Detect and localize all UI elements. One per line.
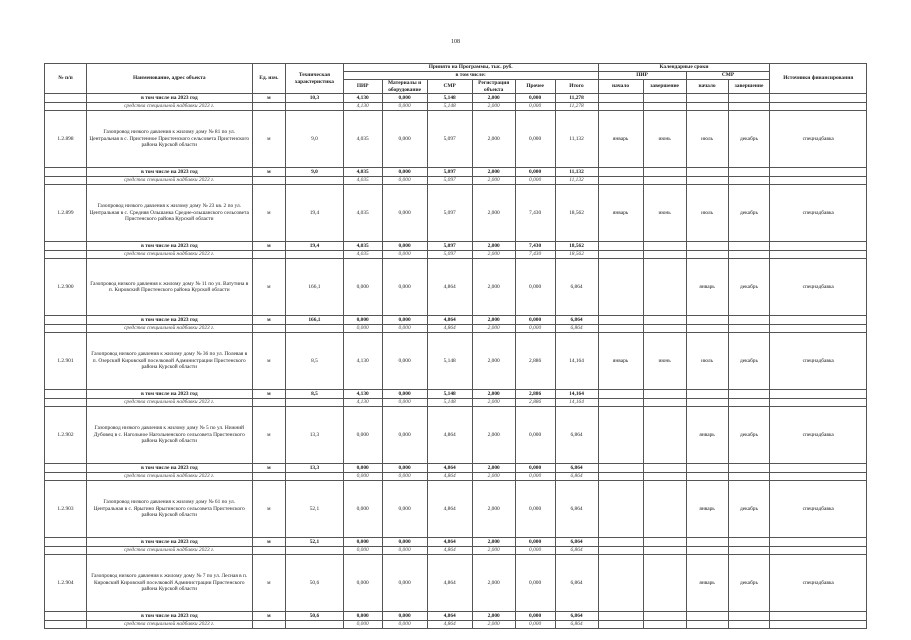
- total-row: [45, 612, 867, 621]
- item-smr: 4,864: [427, 407, 472, 464]
- total-itogo: 11,278: [555, 94, 598, 103]
- special-registration: 2,000: [472, 250, 515, 259]
- total-pir: 4,130: [343, 94, 382, 103]
- item-tech: 9,0: [286, 111, 344, 168]
- total-registration: 2,000: [472, 168, 515, 177]
- header-cal-smr: СМР: [686, 72, 770, 80]
- item-unit: м: [252, 333, 286, 390]
- item-registration: 2,000: [472, 555, 515, 612]
- item-name: Газопровод низкого давления к жилому дому № 81 по ул. Центральная в с. Пристенное Пристенского сельсовета Пристенского района Курской области: [86, 111, 252, 168]
- item-itogo: 6,864: [555, 555, 598, 612]
- total-smr: 5,148: [427, 94, 472, 103]
- item-pir-end: июнь: [643, 185, 686, 242]
- item-registration: 2,000: [472, 185, 515, 242]
- special-registration: 2,000: [472, 546, 515, 555]
- total-tech: 52,1: [286, 538, 344, 547]
- item-smr-start: январь: [686, 555, 728, 612]
- total-itogo: 6,864: [555, 316, 598, 325]
- special-row: [45, 324, 867, 333]
- header-calendar: Календарные сроки: [598, 64, 770, 72]
- special-row: [45, 176, 867, 185]
- special-materials: 0,000: [382, 620, 427, 629]
- total-unit: м: [252, 242, 286, 251]
- total-other: 0,000: [515, 316, 555, 325]
- special-registration: 2,000: [472, 324, 515, 333]
- special-label: средства специальной надбавки 2023 г.: [86, 398, 252, 407]
- item-number: 1.2.904: [45, 555, 87, 612]
- header-program: Принято на Программы, тыс. руб.: [343, 64, 598, 72]
- item-registration: 2,000: [472, 407, 515, 464]
- header-pir: ПИР: [343, 80, 382, 94]
- special-pir: 0,000: [343, 546, 382, 555]
- item-pir: 0,000: [343, 481, 382, 538]
- special-label: средства специальной надбавки 2023 г.: [86, 620, 252, 629]
- special-pir: 4,130: [343, 398, 382, 407]
- item-name: Газопровод низкого давления к жилому дому № 11 по ул. Ватутина в п. Кировский Пристенского района Курской области: [86, 259, 252, 316]
- total-other: 2,886: [515, 390, 555, 399]
- total-tech: 13,3: [286, 464, 344, 473]
- header-name: Наименование, адрес объекта: [86, 64, 252, 94]
- special-materials: 0,000: [382, 472, 427, 481]
- item-registration: 2,000: [472, 333, 515, 390]
- item-smr: 5,097: [427, 185, 472, 242]
- total-row: [45, 538, 867, 547]
- item-smr: 5,097: [427, 111, 472, 168]
- total-smr: 4,864: [427, 316, 472, 325]
- item-smr-end: декабрь: [728, 407, 770, 464]
- special-other: 0,000: [515, 176, 555, 185]
- item-smr-start: июль: [686, 333, 728, 390]
- item-itogo: 11,132: [555, 111, 598, 168]
- header-no: № п/п: [45, 64, 87, 94]
- special-other: 0,000: [515, 102, 555, 111]
- item-smr: 5,148: [427, 333, 472, 390]
- total-label: в том числе на 2023 год: [86, 464, 252, 473]
- header-including: в том числе:: [343, 72, 598, 80]
- total-smr: 4,864: [427, 538, 472, 547]
- special-other: 0,000: [515, 620, 555, 629]
- total-materials: 0,000: [382, 464, 427, 473]
- investment-program-table: [44, 63, 867, 629]
- item-tech: 166,1: [286, 259, 344, 316]
- special-row: [45, 472, 867, 481]
- item-smr-start: январь: [686, 407, 728, 464]
- item-unit: м: [252, 407, 286, 464]
- item-source: спецнадбавка: [770, 111, 867, 168]
- item-materials: 0,000: [382, 555, 427, 612]
- special-itogo: 6,864: [555, 546, 598, 555]
- item-other: 0,000: [515, 111, 555, 168]
- special-registration: 2,000: [472, 620, 515, 629]
- total-registration: 2,000: [472, 94, 515, 103]
- special-smr: 5,148: [427, 102, 472, 111]
- item-unit: м: [252, 481, 286, 538]
- total-other: 0,000: [515, 612, 555, 621]
- special-label: средства специальной надбавки 2023 г.: [86, 102, 252, 111]
- total-registration: 2,000: [472, 612, 515, 621]
- total-materials: 0,000: [382, 242, 427, 251]
- item-pir-start: январь: [598, 185, 643, 242]
- item-smr-end: декабрь: [728, 111, 770, 168]
- total-materials: 0,000: [382, 538, 427, 547]
- item-tech: 52,1: [286, 481, 344, 538]
- special-row: [45, 250, 867, 259]
- item-smr-end: декабрь: [728, 481, 770, 538]
- total-other: 0,000: [515, 464, 555, 473]
- special-registration: 2,000: [472, 472, 515, 481]
- item-itogo: 14,164: [555, 333, 598, 390]
- item-materials: 0,000: [382, 259, 427, 316]
- special-other: 0,000: [515, 472, 555, 481]
- total-label: в том числе на 2023 год: [86, 390, 252, 399]
- special-smr: 4,864: [427, 546, 472, 555]
- special-itogo: 18,562: [555, 250, 598, 259]
- item-number: 1.2.898: [45, 111, 87, 168]
- total-materials: 0,000: [382, 168, 427, 177]
- item-smr-start: июль: [686, 185, 728, 242]
- item-smr-end: декабрь: [728, 185, 770, 242]
- item-unit: м: [252, 185, 286, 242]
- header-source: Источники финансирования: [770, 64, 867, 94]
- item-materials: 0,000: [382, 111, 427, 168]
- special-materials: 0,000: [382, 102, 427, 111]
- special-smr: 4,864: [427, 620, 472, 629]
- item-tech: 13,3: [286, 407, 344, 464]
- item-other: 0,000: [515, 555, 555, 612]
- item-pir: 0,000: [343, 555, 382, 612]
- item-itogo: 18,562: [555, 185, 598, 242]
- total-smr: 4,864: [427, 464, 472, 473]
- item-other: 2,886: [515, 333, 555, 390]
- item-smr-end: декабрь: [728, 333, 770, 390]
- table-row: [45, 555, 867, 612]
- special-pir: 0,000: [343, 472, 382, 481]
- special-pir: 4,130: [343, 102, 382, 111]
- total-smr: 5,097: [427, 168, 472, 177]
- header-registration: Регистрация объекта: [472, 80, 515, 94]
- total-pir: 0,000: [343, 464, 382, 473]
- total-pir: 4,035: [343, 168, 382, 177]
- item-number: 1.2.902: [45, 407, 87, 464]
- total-materials: 0,000: [382, 94, 427, 103]
- item-registration: 2,000: [472, 481, 515, 538]
- total-row: [45, 168, 867, 177]
- item-tech: 19,4: [286, 185, 344, 242]
- header-smr-start: начало: [686, 80, 728, 94]
- item-other: 7,430: [515, 185, 555, 242]
- item-smr-end: декабрь: [728, 259, 770, 316]
- item-pir: 4,130: [343, 333, 382, 390]
- item-other: 0,000: [515, 407, 555, 464]
- total-pir: 4,035: [343, 242, 382, 251]
- total-label: в том числе на 2023 год: [86, 538, 252, 547]
- total-other: 0,000: [515, 94, 555, 103]
- special-registration: 2,000: [472, 176, 515, 185]
- item-registration: 2,000: [472, 111, 515, 168]
- item-name: Газопровод низкого давления к жилому дому № 5 по ул. Нижний Дубовец в с. Нагольное Нагольненского сельсовета Пристенского района Курской области: [86, 407, 252, 464]
- item-smr-start: июль: [686, 111, 728, 168]
- total-itogo: 11,132: [555, 168, 598, 177]
- special-itogo: 6,864: [555, 472, 598, 481]
- total-pir: 0,000: [343, 538, 382, 547]
- total-unit: м: [252, 464, 286, 473]
- special-itogo: 6,864: [555, 324, 598, 333]
- item-smr: 4,864: [427, 555, 472, 612]
- special-label: средства специальной надбавки 2023 г.: [86, 176, 252, 185]
- total-registration: 2,000: [472, 464, 515, 473]
- item-materials: 0,000: [382, 185, 427, 242]
- table-row: [45, 481, 867, 538]
- special-other: 0,000: [515, 546, 555, 555]
- total-label: в том числе на 2023 год: [86, 612, 252, 621]
- header-smr: СМР: [427, 80, 472, 94]
- item-pir: 0,000: [343, 259, 382, 316]
- total-materials: 0,000: [382, 390, 427, 399]
- special-other: 0,000: [515, 324, 555, 333]
- total-tech: 10,3: [286, 94, 344, 103]
- special-smr: 4,864: [427, 472, 472, 481]
- item-pir-start: [598, 407, 643, 464]
- header-total: Итого: [555, 80, 598, 94]
- special-other: 7,430: [515, 250, 555, 259]
- special-materials: 0,000: [382, 324, 427, 333]
- item-smr-start: январь: [686, 481, 728, 538]
- total-itogo: 6,864: [555, 464, 598, 473]
- total-row: [45, 390, 867, 399]
- item-pir-start: [598, 555, 643, 612]
- total-itogo: 6,864: [555, 538, 598, 547]
- header-cal-pir: ПИР: [598, 72, 686, 80]
- item-smr: 4,864: [427, 481, 472, 538]
- item-number: 1.2.900: [45, 259, 87, 316]
- total-tech: 166,1: [286, 316, 344, 325]
- special-itogo: 11,132: [555, 176, 598, 185]
- total-unit: м: [252, 94, 286, 103]
- total-tech: 19,4: [286, 242, 344, 251]
- item-materials: 0,000: [382, 481, 427, 538]
- table-row: [45, 333, 867, 390]
- header-materials: Материалы и оборудование: [382, 80, 427, 94]
- special-row: [45, 398, 867, 407]
- total-materials: 0,000: [382, 316, 427, 325]
- item-pir-end: июнь: [643, 111, 686, 168]
- total-other: 0,000: [515, 168, 555, 177]
- item-source: спецнадбавка: [770, 407, 867, 464]
- total-unit: м: [252, 316, 286, 325]
- item-unit: м: [252, 555, 286, 612]
- item-pir: 4,035: [343, 111, 382, 168]
- special-itogo: 11,278: [555, 102, 598, 111]
- header-unit: Ед. изм.: [252, 64, 286, 94]
- special-smr: 4,864: [427, 324, 472, 333]
- total-unit: м: [252, 390, 286, 399]
- special-smr: 5,097: [427, 250, 472, 259]
- item-pir: 0,000: [343, 407, 382, 464]
- total-smr: 5,148: [427, 390, 472, 399]
- item-number: 1.2.903: [45, 481, 87, 538]
- item-source: спецнадбавка: [770, 555, 867, 612]
- special-itogo: 6,864: [555, 620, 598, 629]
- item-name: Газопровод низкого давления к жилому дому № 7 по ул. Лесная в п. Кировский Кировской поселковой Администрации Пристенского района Курской области: [86, 555, 252, 612]
- total-unit: м: [252, 538, 286, 547]
- item-number: 1.2.901: [45, 333, 87, 390]
- item-tech: 50,6: [286, 555, 344, 612]
- total-itogo: 6,864: [555, 612, 598, 621]
- item-pir-end: [643, 259, 686, 316]
- top-total-row: [45, 94, 867, 103]
- item-registration: 2,000: [472, 259, 515, 316]
- header-pir-end: завершение: [643, 80, 686, 94]
- total-pir: 4,130: [343, 390, 382, 399]
- total-row: [45, 464, 867, 473]
- special-row: [45, 620, 867, 629]
- total-smr: 5,097: [427, 242, 472, 251]
- header-tech: Техническая характеристика: [286, 64, 344, 94]
- special-pir: 4,035: [343, 176, 382, 185]
- total-row: [45, 242, 867, 251]
- total-registration: 2,000: [472, 316, 515, 325]
- total-itogo: 18,562: [555, 242, 598, 251]
- total-smr: 4,864: [427, 612, 472, 621]
- total-registration: 2,000: [472, 538, 515, 547]
- special-registration: 2,000: [472, 398, 515, 407]
- item-number: 1.2.899: [45, 185, 87, 242]
- total-pir: 0,000: [343, 612, 382, 621]
- total-tech: 9,0: [286, 168, 344, 177]
- total-label: в том числе на 2023 год: [86, 242, 252, 251]
- item-pir: 4,035: [343, 185, 382, 242]
- total-registration: 2,000: [472, 242, 515, 251]
- item-pir-end: [643, 481, 686, 538]
- item-pir-start: [598, 259, 643, 316]
- special-label: средства специальной надбавки 2023 г.: [86, 250, 252, 259]
- special-label: средства специальной надбавки 2023 г.: [86, 324, 252, 333]
- total-other: 0,000: [515, 538, 555, 547]
- item-pir-end: июнь: [643, 333, 686, 390]
- special-smr: 5,097: [427, 176, 472, 185]
- item-source: спецнадбавка: [770, 481, 867, 538]
- total-registration: 2,000: [472, 390, 515, 399]
- item-source: спецнадбавка: [770, 185, 867, 242]
- header-pir-start: начало: [598, 80, 643, 94]
- total-materials: 0,000: [382, 612, 427, 621]
- special-materials: 0,000: [382, 250, 427, 259]
- total-other: 7,430: [515, 242, 555, 251]
- special-pir: 0,000: [343, 620, 382, 629]
- item-pir-start: январь: [598, 333, 643, 390]
- item-source: спецнадбавка: [770, 333, 867, 390]
- item-name: Газопровод низкого давления к жилому дому № 23 кв. 2 по ул. Центральная в с. Средняя Ольшанка Средне-ольшанского сельсовета Пристенского района Курской области: [86, 185, 252, 242]
- special-itogo: 14,164: [555, 398, 598, 407]
- total-row: [45, 316, 867, 325]
- table-row: [45, 111, 867, 168]
- total-pir: 0,000: [343, 316, 382, 325]
- table-body: [45, 94, 867, 629]
- item-pir-end: [643, 407, 686, 464]
- item-smr: 4,864: [427, 259, 472, 316]
- special-materials: 0,000: [382, 176, 427, 185]
- total-tech: 50,6: [286, 612, 344, 621]
- header-smr-end: завершение: [728, 80, 770, 94]
- item-unit: м: [252, 259, 286, 316]
- item-smr-start: январь: [686, 259, 728, 316]
- item-materials: 0,000: [382, 333, 427, 390]
- table-row: [45, 185, 867, 242]
- table-row: [45, 407, 867, 464]
- table-row: [45, 259, 867, 316]
- item-other: 0,000: [515, 259, 555, 316]
- item-materials: 0,000: [382, 407, 427, 464]
- top-special-row: [45, 102, 867, 111]
- item-other: 0,000: [515, 481, 555, 538]
- item-itogo: 6,864: [555, 259, 598, 316]
- special-row: [45, 546, 867, 555]
- special-materials: 0,000: [382, 546, 427, 555]
- total-label: в том числе на 2023 год: [86, 94, 252, 103]
- total-unit: м: [252, 612, 286, 621]
- special-smr: 5,148: [427, 398, 472, 407]
- special-materials: 0,000: [382, 398, 427, 407]
- special-other: 2,886: [515, 398, 555, 407]
- item-tech: 8,5: [286, 333, 344, 390]
- header-other: Прочее: [515, 80, 555, 94]
- item-itogo: 6,864: [555, 407, 598, 464]
- special-pir: 0,000: [343, 324, 382, 333]
- item-pir-start: январь: [598, 111, 643, 168]
- item-pir-start: [598, 481, 643, 538]
- total-tech: 8,5: [286, 390, 344, 399]
- total-itogo: 14,164: [555, 390, 598, 399]
- item-source: спецнадбавка: [770, 259, 867, 316]
- item-itogo: 6,864: [555, 481, 598, 538]
- special-label: средства специальной надбавки 2023 г.: [86, 546, 252, 555]
- total-label: в том числе на 2023 год: [86, 316, 252, 325]
- special-registration: 2,000: [472, 102, 515, 111]
- item-pir-end: [643, 555, 686, 612]
- item-name: Газопровод низкого давления к жилому дому № 36 по ул. Полевая в п. Озерский Кировской поселковой Администрации Пристенского района Курской области: [86, 333, 252, 390]
- table-header: [45, 64, 867, 94]
- page-number: 108: [451, 39, 460, 45]
- total-unit: м: [252, 168, 286, 177]
- item-unit: м: [252, 111, 286, 168]
- item-smr-end: декабрь: [728, 555, 770, 612]
- total-label: в том числе на 2023 год: [86, 168, 252, 177]
- special-pir: 4,035: [343, 250, 382, 259]
- special-label: средства специальной надбавки 2023 г.: [86, 472, 252, 481]
- item-name: Газопровод низкого давления к жилому дому № 61 по ул. Центральная в с. Ярыгино Ярыгинского сельсовета Пристенского района Курской области: [86, 481, 252, 538]
